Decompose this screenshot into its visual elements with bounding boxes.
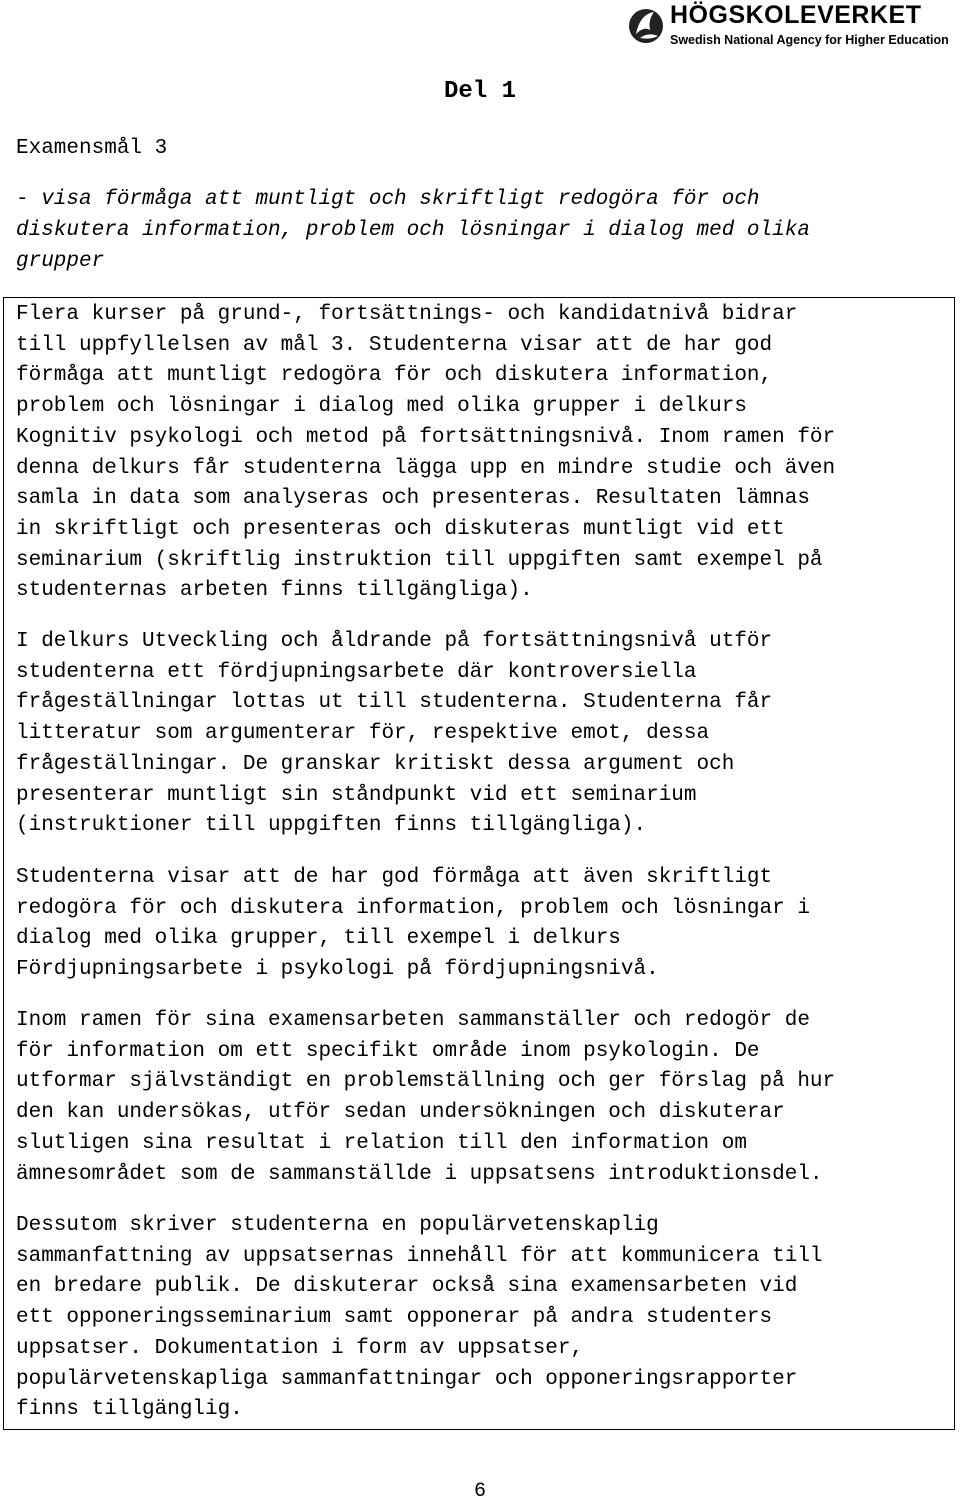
- logo-name: HÖGSKOLEVERKET: [670, 1, 922, 29]
- goal-statement: - visa förmåga att muntligt och skriftligt redogöra för och diskutera information, problem och lösningar i dialog med olika grupper: [16, 188, 810, 273]
- hogskoleverket-emblem-icon: [628, 0, 664, 52]
- paragraph-5: Dessutom skriver studenterna en populärvetenskaplig sammanfattning av uppsatsernas innehåll för att kommunicera till en bredare publik. De diskuterar också sina examensarbeten vid ett opponeringsseminarium samt opponerar på andra studenters uppsatser. Dokumentation i form av uppsatser, populärvetenskapliga sammanfattningar och opponeringsrapporter finns tillgänglig.: [16, 1214, 823, 1422]
- paragraph-1: Flera kurser på grund-, fortsättnings- och kandidatnivå bidrar till uppfyllelsen av mål 3. Studenterna visar att de har god förmåga att muntligt redogöra för och diskutera information, problem och lösningar i dialog med olika grupper i delkurs Kognitiv psykologi och metod på fortsättningsnivå. Inom ramen för denna delkurs får studenterna lägga upp en mindre studie och även samla in data som analyseras och presenteras. Resultaten lämnas in skriftligt och presenteras och diskuteras muntligt vid ett seminarium (skriftlig instruktion till uppgiften samt exempel på studenternas arbeten finns tillgängliga).: [16, 303, 836, 603]
- agency-logo: [628, 0, 948, 56]
- page-title: Del 1: [443, 78, 516, 105]
- paragraph-2: I delkurs Utveckling och åldrande på fortsättningsnivå utför studenterna ett fördjupningsarbete där kontroversiella frågeställningar lottas ut till studenterna. Studenterna får litteratur som argumenterar för, respektive emot, dessa frågeställningar. De granskar kritiskt dessa argument och presenterar muntligt sin ståndpunkt vid ett seminarium (instruktioner till uppgiften finns tillgängliga).: [16, 630, 773, 838]
- section-heading: Examensmål 3: [16, 137, 168, 160]
- paragraph-3: Studenterna visar att de har god förmåga att även skriftligt redogöra för och diskutera information, problem och lösningar i dialog med olika grupper, till exempel i delkurs Fördjupningsarbete i psykologi på fördjupningsnivå.: [16, 866, 810, 982]
- logo-subtitle: Swedish National Agency for Higher Education: [670, 33, 949, 47]
- paragraph-4: Inom ramen för sina examensarbeten sammanställer och redogör de för information om ett specifikt område inom psykologin. De utformar självständigt en problemställning och ger förslag på hur den kan undersökas, utför sedan undersökningen och diskuterar slutligen sina resultat i relation till den information om ämnesområdet som de sammanställde i uppsatsens introduktionsdel.: [16, 1009, 836, 1186]
- page-number: 6: [473, 1480, 486, 1503]
